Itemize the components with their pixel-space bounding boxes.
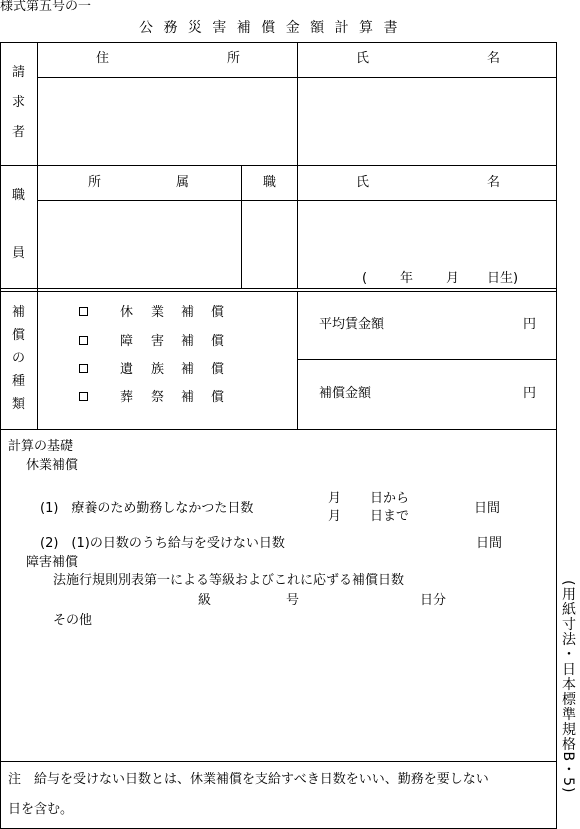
page-title: 公 務 災 害 補 償 金 額 計 算 書 [139,20,401,36]
option-char: 休 [120,305,134,320]
employee-name-header: 氏 [356,175,370,190]
employee-name-field[interactable] [298,201,556,261]
item1-label: (1) 療養のため勤務しなかつた日数 [40,501,254,516]
claimant-label-char: 求 [12,95,26,110]
grade-label: 級 [198,593,212,608]
disability-description: 法施行規則別表第一による等級およびこれに応ずる補償日数 [53,573,405,588]
compensation-amount-unit: 円 [523,386,537,401]
job-header: 職 [263,175,277,190]
average-wage-label: 平均賃金額 [319,317,385,332]
option-char: 償 [211,390,225,405]
number-label: 号 [286,593,300,608]
paper-size-note: (用紙寸法・日本標準規格B・5) [560,580,576,794]
comp-type-label-char: 種 [12,374,26,389]
option-char: 償 [211,334,225,349]
survivor-compensation-checkbox[interactable] [79,364,88,373]
option-char: 補 [181,390,195,405]
address-header: 住 [96,51,110,66]
option-char: 族 [151,362,165,377]
employee-label-char: 職 [12,188,26,203]
month-from-label: 月 [328,491,342,506]
form-number: 様式第五号の一 [0,0,92,14]
day-to-label: 日まで [370,509,410,524]
comp-type-label-char: 償 [12,328,26,343]
item2-unit: 日間 [476,536,503,551]
average-wage-unit: 円 [523,317,537,332]
birth-year-label: 年 [400,271,414,286]
claimant-name-header: 名 [487,51,501,66]
birth-month-label: 月 [446,271,460,286]
employee-label-char: 員 [12,246,26,261]
comp-type-label-char: の [12,351,26,366]
disability-compensation-checkbox[interactable] [79,336,88,345]
option-char: 償 [211,305,225,320]
comp-type-label-char: 補 [12,305,26,320]
option-char: 祭 [151,390,165,405]
affiliation-field[interactable] [38,201,240,287]
average-wage-field[interactable] [390,306,518,344]
claimant-address-field[interactable] [38,78,296,164]
claimant-label-char: 請 [12,65,26,80]
compensation-amount-field[interactable] [390,375,518,413]
option-char: 障 [120,334,134,349]
option-char: 補 [181,362,195,377]
option-char: 遺 [120,362,134,377]
leave-compensation-checkbox[interactable] [79,307,88,316]
address-header: 所 [227,51,241,66]
month-to-label: 月 [328,509,342,524]
compensation-amount-label: 補償金額 [319,386,372,401]
item1-unit: 日間 [474,501,501,516]
funeral-compensation-checkbox[interactable] [79,392,88,401]
comp-type-label-char: 類 [12,397,26,412]
option-char: 葬 [120,390,134,405]
item2-label: (2) (1)の日数のうち給与を受けない日数 [40,536,285,551]
note-line-1: 注 給与を受けない日数とは、休業補償を支給すべき日数をいい、勤務を要しない [8,772,489,787]
claimant-name-field[interactable] [298,78,556,164]
option-char: 補 [181,305,195,320]
other-label: その他 [53,613,93,628]
job-field[interactable] [242,201,296,287]
note-line-2: 日を含む。 [8,802,74,817]
affiliation-header: 所 [88,175,102,190]
claimant-name-header: 氏 [356,51,370,66]
employee-name-header: 名 [487,175,501,190]
disability-compensation-title: 障害補償 [26,555,79,570]
option-char: 害 [151,334,165,349]
option-char: 補 [181,334,195,349]
option-char: 償 [211,362,225,377]
birth-paren-open: ( [362,271,368,286]
basis-title: 計算の基礎 [8,439,74,454]
affiliation-header: 属 [176,175,190,190]
claimant-label-char: 者 [12,125,26,140]
day-from-label: 日から [370,491,410,506]
leave-compensation-title: 休業補償 [26,458,79,473]
birth-day-label: 日生) [487,271,519,286]
days-unit: 日分 [420,593,447,608]
option-char: 業 [151,305,165,320]
